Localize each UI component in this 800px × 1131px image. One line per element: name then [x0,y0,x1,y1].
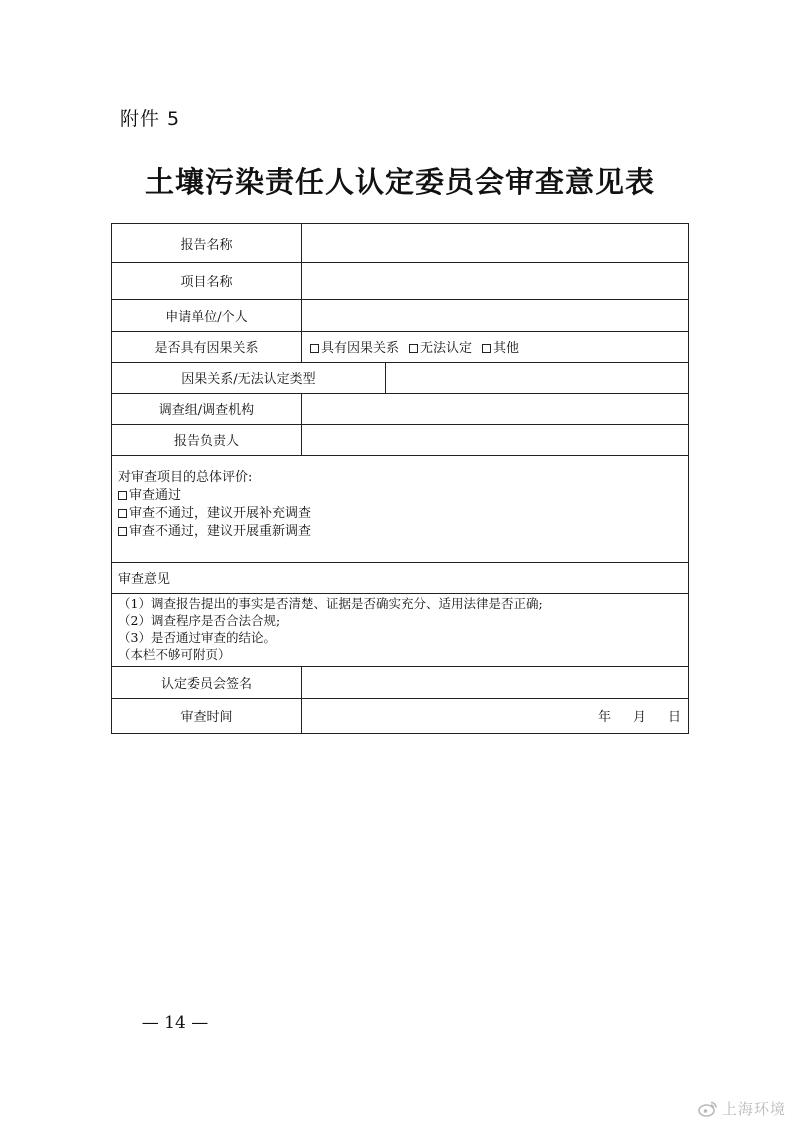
overall-evaluation [118,469,311,541]
project-name-label: 项目名称 [180,275,233,290]
investigation-org-label: 调查组/调查机构 [158,403,255,418]
causality-option[interactable]: 其他 [482,337,519,356]
annex-label: 附件 5 [120,108,181,130]
causality-option[interactable]: 具有因果关系 [310,337,399,356]
checkbox-icon [118,527,127,536]
review-opinion-form [111,223,689,734]
watermark-text: 上海环境 [721,1100,786,1118]
page-number: — 14 — [141,1013,209,1033]
review-item: （3）是否通过审查的结论。 [118,630,276,645]
causality-options [310,331,688,362]
date-year: 年 [597,710,611,725]
eval-option[interactable]: 审查通过 [118,487,311,505]
causality-label: 是否具有因果关系 [154,341,259,356]
review-item: （1）调查报告提出的事实是否清楚、证据是否确实充分、适用法律是否正确; [118,596,543,611]
date-day: 日 [667,710,681,725]
eval-option[interactable]: 审查不通过，建议开展重新调查 [118,523,311,541]
checkbox-icon [118,509,127,518]
checkbox-icon [118,491,127,500]
watermark [698,1098,786,1119]
review-item: （2）调查程序是否合法合规; [118,613,281,628]
report-name-label: 报告名称 [180,237,233,253]
eval-option[interactable]: 审查不通过，建议开展补充调查 [118,505,311,523]
committee-sign-field[interactable] [302,666,689,698]
checkbox-icon [409,344,418,353]
date-month: 月 [632,710,646,725]
applicant-label: 申请单位/个人 [165,309,248,325]
checkbox-icon [482,344,491,353]
report-lead-field[interactable] [302,424,689,455]
review-item: （本栏不够可附页） [118,647,231,662]
committee-sign-label: 认定委员会签名 [160,676,252,692]
report-name-field[interactable] [302,224,689,262]
review-items [118,595,543,663]
review-date-label: 审查时间 [180,710,233,725]
review-opinion-label: 审查意见 [118,572,171,587]
applicant-field[interactable] [302,299,689,331]
causality-type-field[interactable] [386,362,689,393]
project-name-field[interactable] [302,262,689,299]
investigation-org-field[interactable] [302,393,689,424]
form-title: 土壤污染责任人认定委员会审查意见表 [144,165,655,199]
checkbox-icon [310,344,319,353]
causality-type-label: 因果关系/无法认定类型 [181,372,316,387]
weibo-logo-icon [698,1100,718,1117]
overall-eval-heading: 对审查项目的总体评价: [118,470,253,485]
causality-option[interactable]: 无法认定 [409,337,472,356]
report-lead-label: 报告负责人 [173,434,239,449]
review-date-field[interactable] [302,698,689,733]
